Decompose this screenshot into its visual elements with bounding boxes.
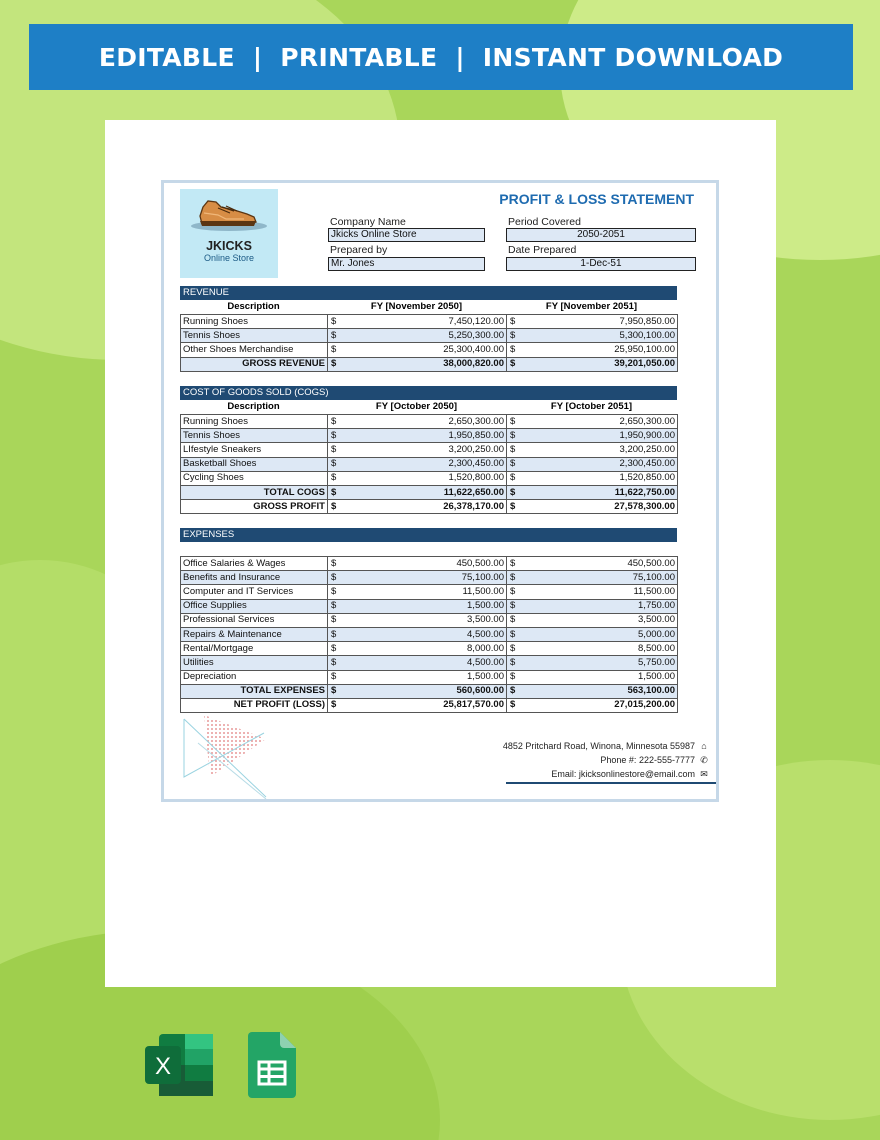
currency-symbol: $ [507,429,519,443]
currency-symbol: $ [328,642,340,656]
currency-symbol: $ [507,343,519,357]
amount-fy2[interactable]: 3,200,250.00 [519,443,678,457]
currency-symbol: $ [328,315,340,329]
excel-icon [145,1034,213,1096]
currency-symbol: $ [328,613,340,627]
row-description[interactable]: Cycling Shoes [181,471,328,485]
promo-banner [29,24,853,90]
currency-symbol: $ [328,457,340,471]
currency-symbol: $ [328,571,340,585]
contact-phone [600,755,710,766]
amount-fy2[interactable]: 2,300,450.00 [519,457,678,471]
amount-fy2[interactable]: 5,300,100.00 [519,329,678,343]
home-icon: ⌂ [701,741,707,751]
amount-fy2: 27,578,300.00 [519,500,678,514]
row-description[interactable]: Computer and IT Services [181,585,328,599]
table-row [181,557,678,571]
phone-icon: ✆ [700,755,708,765]
revenue-header-fy1: FY [November 2050] [370,301,463,312]
row-description: GROSS PROFIT [181,500,328,514]
cogs-header-fy1: FY [October 2050] [375,401,458,412]
cogs-column-headers [180,400,677,414]
amount-fy1[interactable]: 1,520,800.00 [340,471,507,485]
revenue-header-fy2: FY [November 2051] [545,301,638,312]
table-row [181,315,678,329]
amount-fy2[interactable]: 1,500.00 [519,670,678,684]
currency-symbol: $ [507,656,519,670]
decorative-triangles [178,711,274,801]
contact-address [503,741,710,751]
row-description[interactable]: Office Supplies [181,599,328,613]
row-description[interactable]: Basketball Shoes [181,457,328,471]
currency-symbol: $ [507,500,519,514]
cogs-header-fy2: FY [October 2051] [550,401,633,412]
amount-fy2[interactable]: 3,500.00 [519,613,678,627]
document-preview-page [105,120,776,987]
row-description: TOTAL COGS [181,485,328,499]
currency-symbol: $ [507,642,519,656]
currency-symbol: $ [328,471,340,485]
currency-symbol: $ [507,485,519,499]
amount-fy1[interactable]: 8,000.00 [340,642,507,656]
table-row [181,613,678,627]
logo-title: JKICKS [206,239,252,253]
table-row [181,443,678,457]
currency-symbol: $ [507,315,519,329]
amount-fy1: 25,817,570.00 [340,698,507,712]
gross-profit-row [181,500,678,514]
table-row [181,670,678,684]
currency-symbol: $ [328,585,340,599]
amount-fy1[interactable]: 1,500.00 [340,670,507,684]
currency-symbol: $ [328,627,340,641]
currency-symbol: $ [507,571,519,585]
prepared-by-label: Prepared by [330,244,388,256]
amount-fy2[interactable]: 75,100.00 [519,571,678,585]
revenue-table [180,314,678,372]
amount-fy2[interactable]: 1,750.00 [519,599,678,613]
currency-symbol: $ [328,557,340,571]
table-row [181,457,678,471]
currency-symbol: $ [507,457,519,471]
amount-fy1[interactable]: 11,500.00 [340,585,507,599]
currency-symbol: $ [507,329,519,343]
row-description[interactable]: Running Shoes [181,315,328,329]
amount-fy1[interactable]: 7,450,120.00 [340,315,507,329]
currency-symbol: $ [328,656,340,670]
amount-fy2[interactable]: 5,750.00 [519,656,678,670]
row-description[interactable]: Office Salaries & Wages [181,557,328,571]
currency-symbol: $ [507,443,519,457]
date-prepared-field[interactable]: 1-Dec-51 [506,257,696,271]
table-row [181,429,678,443]
row-description[interactable]: Benefits and Insurance [181,571,328,585]
row-description[interactable]: Utilities [181,656,328,670]
amount-fy2[interactable]: 8,500.00 [519,642,678,656]
currency-symbol: $ [507,599,519,613]
amount-fy1[interactable]: 25,300,400.00 [340,343,507,357]
expenses-table [180,556,678,713]
company-name-label: Company Name [330,216,406,228]
table-row [181,656,678,670]
currency-symbol: $ [507,357,519,371]
row-description[interactable]: Other Shoes Merchandise [181,343,328,357]
contact-email [551,769,710,780]
currency-symbol: $ [328,684,340,698]
total-expenses-row [181,684,678,698]
statement-title: PROFIT & LOSS STATEMENT [499,191,694,207]
row-description: NET PROFIT (LOSS) [181,698,328,712]
currency-symbol: $ [328,343,340,357]
table-row [181,642,678,656]
period-covered-label: Period Covered [508,216,581,228]
cogs-section-header: COST OF GOODS SOLD (COGS) [180,386,677,400]
currency-symbol: $ [507,613,519,627]
period-covered-field[interactable]: 2050-2051 [506,228,696,242]
amount-fy2: 27,015,200.00 [519,698,678,712]
row-description[interactable]: Tennis Shoes [181,329,328,343]
prepared-by-field[interactable]: Mr. Jones [328,257,485,271]
amount-fy2[interactable]: 7,950,850.00 [519,315,678,329]
currency-symbol: $ [328,485,340,499]
currency-symbol: $ [328,357,340,371]
amount-fy1: 26,378,170.00 [340,500,507,514]
amount-fy2[interactable]: 25,950,100.00 [519,343,678,357]
amount-fy1[interactable]: 3,200,250.00 [340,443,507,457]
currency-symbol: $ [507,471,519,485]
currency-symbol: $ [328,670,340,684]
phone-text: Phone #: 222-555-7777 [600,755,695,765]
table-row [181,415,678,429]
amount-fy1[interactable]: 4,500.00 [340,656,507,670]
logo-subtitle: Online Store [203,253,255,263]
currency-symbol: $ [328,415,340,429]
expenses-section-header: EXPENSES [180,528,677,542]
amount-fy2[interactable]: 11,500.00 [519,585,678,599]
currency-symbol: $ [507,670,519,684]
row-description: TOTAL EXPENSES [181,684,328,698]
row-description[interactable]: Repairs & Maintenance [181,627,328,641]
amount-fy2: 563,100.00 [519,684,678,698]
cogs-header-description: Description [227,401,280,412]
currency-symbol: $ [328,500,340,514]
row-description: GROSS REVENUE [181,357,328,371]
cogs-table [180,414,678,514]
amount-fy2[interactable]: 5,000.00 [519,627,678,641]
revenue-section-header: REVENUE [180,286,677,300]
amount-fy1: 560,600.00 [340,684,507,698]
table-row [181,343,678,357]
table-row [181,585,678,599]
table-row [181,471,678,485]
amount-fy2: 11,622,750.00 [519,485,678,499]
amount-fy1[interactable]: 5,250,300.00 [340,329,507,343]
currency-symbol: $ [507,415,519,429]
google-sheets-icon [248,1032,296,1098]
row-description[interactable]: Tennis Shoes [181,429,328,443]
footer-divider [506,782,716,784]
currency-symbol: $ [328,443,340,457]
amount-fy2: 39,201,050.00 [519,357,678,371]
company-logo [180,189,278,278]
amount-fy1[interactable]: 1,950,850.00 [340,429,507,443]
amount-fy1[interactable]: 2,650,300.00 [340,415,507,429]
amount-fy1[interactable]: 3,500.00 [340,613,507,627]
email-text: Email: jkicksonlinestore@email.com [551,769,695,779]
currency-symbol: $ [507,557,519,571]
row-description[interactable]: Running Shoes [181,415,328,429]
row-description[interactable]: Professional Services [181,613,328,627]
amount-fy2[interactable]: 450,500.00 [519,557,678,571]
envelope-icon: ✉ [700,769,708,779]
row-description[interactable]: Rental/Mortgage [181,642,328,656]
currency-symbol: $ [507,585,519,599]
amount-fy1[interactable]: 2,300,450.00 [340,457,507,471]
svg-text:X: X [154,1053,172,1080]
currency-symbol: $ [507,627,519,641]
amount-fy2[interactable]: 1,520,850.00 [519,471,678,485]
gross-revenue-row [181,357,678,371]
currency-symbol: $ [328,698,340,712]
shoe-icon [180,189,278,239]
amount-fy1: 11,622,650.00 [340,485,507,499]
total-cogs-row [181,485,678,499]
profit-loss-statement [161,180,719,802]
currency-symbol: $ [328,329,340,343]
amount-fy1[interactable]: 4,500.00 [340,627,507,641]
amount-fy1[interactable]: 75,100.00 [340,571,507,585]
row-description[interactable]: LIfestyle Sneakers [181,443,328,457]
table-row [181,599,678,613]
table-row [181,627,678,641]
amount-fy1[interactable]: 1,500.00 [340,599,507,613]
table-row [181,571,678,585]
amount-fy1: 38,000,820.00 [340,357,507,371]
table-row [181,329,678,343]
revenue-column-headers [180,300,677,314]
amount-fy1[interactable]: 450,500.00 [340,557,507,571]
currency-symbol: $ [328,599,340,613]
amount-fy2[interactable]: 2,650,300.00 [519,415,678,429]
currency-symbol: $ [507,684,519,698]
currency-symbol: $ [328,429,340,443]
banner-text: EDITABLE | PRINTABLE | INSTANT DOWNLOAD [98,42,784,72]
revenue-header-description: Description [227,301,280,312]
company-name-field[interactable]: Jkicks Online Store [328,228,485,242]
row-description[interactable]: Depreciation [181,670,328,684]
currency-symbol: $ [507,698,519,712]
amount-fy2[interactable]: 1,950,900.00 [519,429,678,443]
address-text: 4852 Pritchard Road, Winona, Minnesota 55987 [502,741,695,751]
date-prepared-label: Date Prepared [508,244,577,256]
